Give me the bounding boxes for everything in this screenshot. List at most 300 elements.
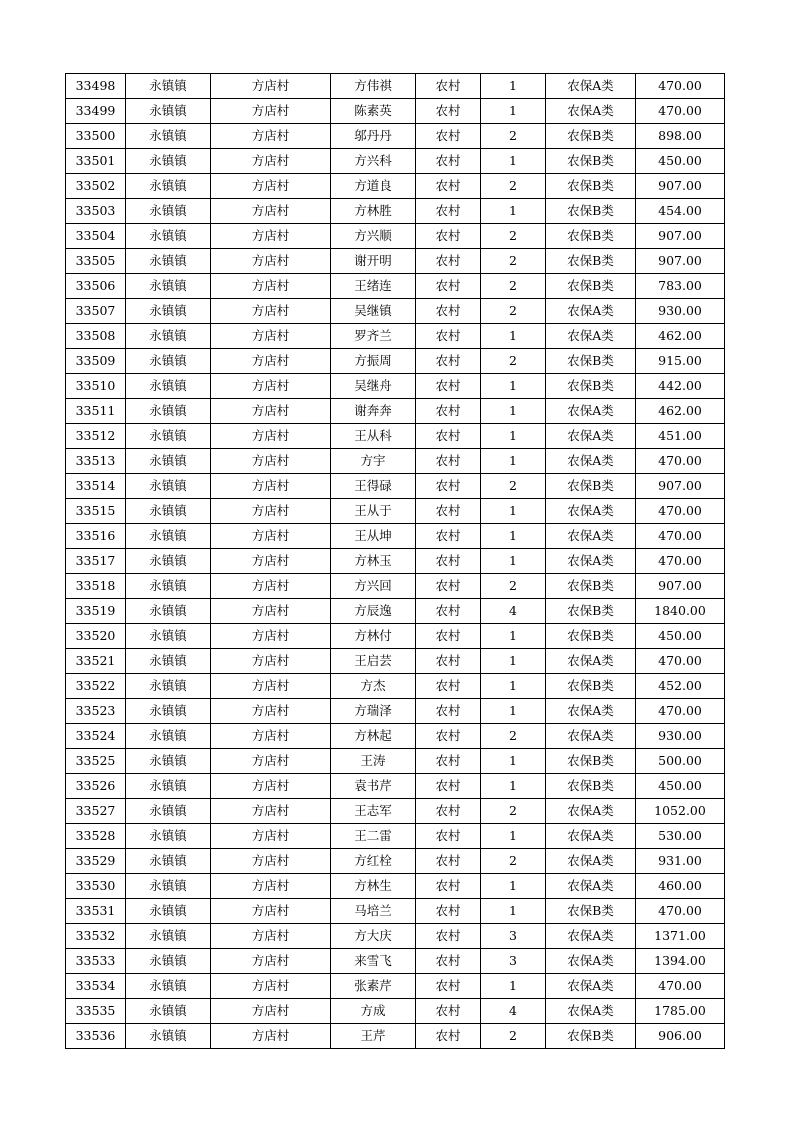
cell-village: 方店村 bbox=[211, 574, 331, 599]
table-row bbox=[66, 349, 725, 374]
cell-type: 农保B类 bbox=[546, 474, 636, 499]
cell-village: 方店村 bbox=[211, 849, 331, 874]
cell-id: 33511 bbox=[66, 399, 126, 424]
cell-id: 33528 bbox=[66, 824, 126, 849]
cell-name: 吴继镇 bbox=[331, 299, 416, 324]
cell-id: 33529 bbox=[66, 849, 126, 874]
cell-village: 方店村 bbox=[211, 449, 331, 474]
cell-town: 永镇镇 bbox=[126, 949, 211, 974]
cell-id: 33503 bbox=[66, 199, 126, 224]
cell-name: 马培兰 bbox=[331, 899, 416, 924]
cell-count: 1 bbox=[481, 99, 546, 124]
cell-village: 方店村 bbox=[211, 549, 331, 574]
cell-id: 33515 bbox=[66, 499, 126, 524]
cell-id: 33516 bbox=[66, 524, 126, 549]
cell-category: 农村 bbox=[416, 524, 481, 549]
cell-name: 来雪飞 bbox=[331, 949, 416, 974]
cell-name: 罗齐兰 bbox=[331, 324, 416, 349]
cell-type: 农保B类 bbox=[546, 899, 636, 924]
cell-name: 吴继舟 bbox=[331, 374, 416, 399]
cell-village: 方店村 bbox=[211, 624, 331, 649]
cell-id: 33520 bbox=[66, 624, 126, 649]
cell-category: 农村 bbox=[416, 1024, 481, 1049]
cell-amount: 1785.00 bbox=[636, 999, 725, 1024]
cell-town: 永镇镇 bbox=[126, 924, 211, 949]
table-row bbox=[66, 1024, 725, 1049]
table-row bbox=[66, 499, 725, 524]
cell-count: 1 bbox=[481, 874, 546, 899]
cell-type: 农保B类 bbox=[546, 174, 636, 199]
cell-id: 33524 bbox=[66, 724, 126, 749]
table-row bbox=[66, 649, 725, 674]
cell-name: 方兴回 bbox=[331, 574, 416, 599]
cell-amount: 470.00 bbox=[636, 549, 725, 574]
cell-type: 农保A类 bbox=[546, 724, 636, 749]
cell-count: 2 bbox=[481, 849, 546, 874]
cell-id: 33521 bbox=[66, 649, 126, 674]
cell-type: 农保A类 bbox=[546, 499, 636, 524]
cell-count: 1 bbox=[481, 449, 546, 474]
table-row bbox=[66, 874, 725, 899]
cell-id: 33525 bbox=[66, 749, 126, 774]
cell-id: 33518 bbox=[66, 574, 126, 599]
cell-name: 方林胜 bbox=[331, 199, 416, 224]
cell-id: 33535 bbox=[66, 999, 126, 1024]
cell-type: 农保B类 bbox=[546, 1024, 636, 1049]
cell-count: 2 bbox=[481, 474, 546, 499]
cell-name: 方辰逸 bbox=[331, 599, 416, 624]
beneficiary-table bbox=[65, 73, 725, 1049]
cell-village: 方店村 bbox=[211, 474, 331, 499]
cell-count: 1 bbox=[481, 74, 546, 99]
cell-town: 永镇镇 bbox=[126, 899, 211, 924]
cell-amount: 907.00 bbox=[636, 249, 725, 274]
cell-count: 2 bbox=[481, 349, 546, 374]
cell-type: 农保A类 bbox=[546, 549, 636, 574]
cell-type: 农保B类 bbox=[546, 674, 636, 699]
cell-amount: 907.00 bbox=[636, 474, 725, 499]
cell-id: 33534 bbox=[66, 974, 126, 999]
cell-name: 方林玉 bbox=[331, 549, 416, 574]
cell-type: 农保A类 bbox=[546, 299, 636, 324]
cell-category: 农村 bbox=[416, 599, 481, 624]
cell-town: 永镇镇 bbox=[126, 324, 211, 349]
cell-name: 方伟祺 bbox=[331, 74, 416, 99]
cell-type: 农保A类 bbox=[546, 99, 636, 124]
cell-category: 农村 bbox=[416, 324, 481, 349]
cell-village: 方店村 bbox=[211, 199, 331, 224]
cell-amount: 907.00 bbox=[636, 174, 725, 199]
cell-amount: 470.00 bbox=[636, 899, 725, 924]
cell-village: 方店村 bbox=[211, 749, 331, 774]
cell-count: 1 bbox=[481, 974, 546, 999]
cell-amount: 450.00 bbox=[636, 624, 725, 649]
cell-town: 永镇镇 bbox=[126, 574, 211, 599]
cell-count: 1 bbox=[481, 374, 546, 399]
cell-id: 33536 bbox=[66, 1024, 126, 1049]
cell-name: 方杰 bbox=[331, 674, 416, 699]
cell-name: 方宇 bbox=[331, 449, 416, 474]
cell-count: 2 bbox=[481, 574, 546, 599]
cell-count: 1 bbox=[481, 549, 546, 574]
cell-town: 永镇镇 bbox=[126, 774, 211, 799]
cell-id: 33514 bbox=[66, 474, 126, 499]
cell-count: 1 bbox=[481, 674, 546, 699]
cell-town: 永镇镇 bbox=[126, 174, 211, 199]
cell-village: 方店村 bbox=[211, 299, 331, 324]
table-row bbox=[66, 124, 725, 149]
cell-id: 33532 bbox=[66, 924, 126, 949]
cell-id: 33508 bbox=[66, 324, 126, 349]
cell-town: 永镇镇 bbox=[126, 74, 211, 99]
cell-town: 永镇镇 bbox=[126, 124, 211, 149]
cell-count: 1 bbox=[481, 749, 546, 774]
cell-town: 永镇镇 bbox=[126, 149, 211, 174]
table-row bbox=[66, 774, 725, 799]
cell-type: 农保B类 bbox=[546, 774, 636, 799]
cell-town: 永镇镇 bbox=[126, 224, 211, 249]
cell-id: 33522 bbox=[66, 674, 126, 699]
cell-name: 王从科 bbox=[331, 424, 416, 449]
cell-village: 方店村 bbox=[211, 324, 331, 349]
cell-category: 农村 bbox=[416, 874, 481, 899]
cell-count: 1 bbox=[481, 424, 546, 449]
cell-town: 永镇镇 bbox=[126, 874, 211, 899]
cell-category: 农村 bbox=[416, 624, 481, 649]
cell-name: 袁书芹 bbox=[331, 774, 416, 799]
table-row bbox=[66, 74, 725, 99]
table-body bbox=[66, 74, 725, 1049]
cell-town: 永镇镇 bbox=[126, 424, 211, 449]
cell-amount: 470.00 bbox=[636, 449, 725, 474]
table-row bbox=[66, 199, 725, 224]
cell-id: 33512 bbox=[66, 424, 126, 449]
cell-count: 1 bbox=[481, 899, 546, 924]
cell-village: 方店村 bbox=[211, 599, 331, 624]
cell-name: 方大庆 bbox=[331, 924, 416, 949]
table-row bbox=[66, 974, 725, 999]
cell-town: 永镇镇 bbox=[126, 474, 211, 499]
cell-amount: 1052.00 bbox=[636, 799, 725, 824]
cell-category: 农村 bbox=[416, 349, 481, 374]
cell-id: 33501 bbox=[66, 149, 126, 174]
cell-amount: 930.00 bbox=[636, 299, 725, 324]
cell-town: 永镇镇 bbox=[126, 549, 211, 574]
cell-amount: 907.00 bbox=[636, 224, 725, 249]
cell-type: 农保A类 bbox=[546, 424, 636, 449]
cell-type: 农保B类 bbox=[546, 349, 636, 374]
cell-village: 方店村 bbox=[211, 874, 331, 899]
cell-category: 农村 bbox=[416, 124, 481, 149]
cell-category: 农村 bbox=[416, 824, 481, 849]
cell-category: 农村 bbox=[416, 574, 481, 599]
cell-id: 33530 bbox=[66, 874, 126, 899]
cell-category: 农村 bbox=[416, 174, 481, 199]
cell-village: 方店村 bbox=[211, 774, 331, 799]
cell-type: 农保B类 bbox=[546, 624, 636, 649]
cell-village: 方店村 bbox=[211, 74, 331, 99]
cell-count: 1 bbox=[481, 149, 546, 174]
cell-amount: 460.00 bbox=[636, 874, 725, 899]
cell-id: 33498 bbox=[66, 74, 126, 99]
cell-count: 2 bbox=[481, 174, 546, 199]
cell-village: 方店村 bbox=[211, 149, 331, 174]
table-row bbox=[66, 799, 725, 824]
table-row bbox=[66, 449, 725, 474]
cell-name: 王从坤 bbox=[331, 524, 416, 549]
cell-name: 王涛 bbox=[331, 749, 416, 774]
cell-name: 王绪连 bbox=[331, 274, 416, 299]
table-row bbox=[66, 999, 725, 1024]
cell-count: 1 bbox=[481, 199, 546, 224]
cell-category: 农村 bbox=[416, 724, 481, 749]
cell-village: 方店村 bbox=[211, 524, 331, 549]
table-row bbox=[66, 699, 725, 724]
cell-amount: 470.00 bbox=[636, 974, 725, 999]
cell-category: 农村 bbox=[416, 424, 481, 449]
cell-type: 农保A类 bbox=[546, 849, 636, 874]
cell-type: 农保A类 bbox=[546, 649, 636, 674]
cell-town: 永镇镇 bbox=[126, 674, 211, 699]
cell-village: 方店村 bbox=[211, 674, 331, 699]
cell-village: 方店村 bbox=[211, 724, 331, 749]
cell-type: 农保A类 bbox=[546, 324, 636, 349]
cell-type: 农保B类 bbox=[546, 249, 636, 274]
cell-category: 农村 bbox=[416, 274, 481, 299]
cell-category: 农村 bbox=[416, 799, 481, 824]
cell-name: 王芹 bbox=[331, 1024, 416, 1049]
cell-name: 邬丹丹 bbox=[331, 124, 416, 149]
cell-amount: 1840.00 bbox=[636, 599, 725, 624]
table-row bbox=[66, 299, 725, 324]
cell-amount: 450.00 bbox=[636, 149, 725, 174]
cell-town: 永镇镇 bbox=[126, 624, 211, 649]
cell-category: 农村 bbox=[416, 399, 481, 424]
cell-amount: 470.00 bbox=[636, 74, 725, 99]
cell-type: 农保B类 bbox=[546, 149, 636, 174]
cell-category: 农村 bbox=[416, 299, 481, 324]
cell-category: 农村 bbox=[416, 149, 481, 174]
cell-town: 永镇镇 bbox=[126, 374, 211, 399]
cell-name: 方兴科 bbox=[331, 149, 416, 174]
cell-amount: 930.00 bbox=[636, 724, 725, 749]
cell-amount: 462.00 bbox=[636, 399, 725, 424]
cell-type: 农保A类 bbox=[546, 949, 636, 974]
cell-count: 1 bbox=[481, 524, 546, 549]
cell-town: 永镇镇 bbox=[126, 299, 211, 324]
cell-count: 1 bbox=[481, 399, 546, 424]
cell-town: 永镇镇 bbox=[126, 349, 211, 374]
cell-village: 方店村 bbox=[211, 499, 331, 524]
cell-category: 农村 bbox=[416, 949, 481, 974]
cell-amount: 915.00 bbox=[636, 349, 725, 374]
cell-amount: 783.00 bbox=[636, 274, 725, 299]
cell-type: 农保A类 bbox=[546, 924, 636, 949]
cell-name: 方林起 bbox=[331, 724, 416, 749]
cell-category: 农村 bbox=[416, 974, 481, 999]
cell-name: 方道良 bbox=[331, 174, 416, 199]
cell-amount: 454.00 bbox=[636, 199, 725, 224]
cell-count: 1 bbox=[481, 649, 546, 674]
cell-name: 方林付 bbox=[331, 624, 416, 649]
cell-village: 方店村 bbox=[211, 899, 331, 924]
cell-count: 1 bbox=[481, 624, 546, 649]
cell-count: 4 bbox=[481, 599, 546, 624]
cell-type: 农保A类 bbox=[546, 524, 636, 549]
cell-town: 永镇镇 bbox=[126, 524, 211, 549]
cell-village: 方店村 bbox=[211, 224, 331, 249]
cell-type: 农保A类 bbox=[546, 974, 636, 999]
cell-amount: 470.00 bbox=[636, 699, 725, 724]
cell-town: 永镇镇 bbox=[126, 249, 211, 274]
cell-category: 农村 bbox=[416, 499, 481, 524]
cell-name: 王得碌 bbox=[331, 474, 416, 499]
cell-name: 方林生 bbox=[331, 874, 416, 899]
table-row bbox=[66, 324, 725, 349]
cell-village: 方店村 bbox=[211, 174, 331, 199]
table-row bbox=[66, 549, 725, 574]
cell-category: 农村 bbox=[416, 99, 481, 124]
cell-category: 农村 bbox=[416, 699, 481, 724]
cell-amount: 470.00 bbox=[636, 524, 725, 549]
cell-name: 王从于 bbox=[331, 499, 416, 524]
cell-category: 农村 bbox=[416, 924, 481, 949]
table-row bbox=[66, 724, 725, 749]
cell-amount: 530.00 bbox=[636, 824, 725, 849]
cell-amount: 906.00 bbox=[636, 1024, 725, 1049]
table-row bbox=[66, 374, 725, 399]
cell-town: 永镇镇 bbox=[126, 649, 211, 674]
cell-village: 方店村 bbox=[211, 399, 331, 424]
cell-village: 方店村 bbox=[211, 424, 331, 449]
table-row bbox=[66, 249, 725, 274]
table-row bbox=[66, 824, 725, 849]
cell-town: 永镇镇 bbox=[126, 199, 211, 224]
cell-amount: 442.00 bbox=[636, 374, 725, 399]
cell-type: 农保B类 bbox=[546, 199, 636, 224]
cell-village: 方店村 bbox=[211, 799, 331, 824]
table-row bbox=[66, 224, 725, 249]
cell-id: 33526 bbox=[66, 774, 126, 799]
cell-id: 33527 bbox=[66, 799, 126, 824]
cell-type: 农保B类 bbox=[546, 749, 636, 774]
cell-category: 农村 bbox=[416, 999, 481, 1024]
cell-type: 农保A类 bbox=[546, 999, 636, 1024]
cell-type: 农保B类 bbox=[546, 274, 636, 299]
cell-type: 农保A类 bbox=[546, 699, 636, 724]
cell-village: 方店村 bbox=[211, 924, 331, 949]
cell-id: 33531 bbox=[66, 899, 126, 924]
cell-name: 方兴顺 bbox=[331, 224, 416, 249]
cell-name: 谢奔奔 bbox=[331, 399, 416, 424]
cell-category: 农村 bbox=[416, 899, 481, 924]
cell-id: 33510 bbox=[66, 374, 126, 399]
cell-id: 33506 bbox=[66, 274, 126, 299]
cell-village: 方店村 bbox=[211, 349, 331, 374]
cell-amount: 470.00 bbox=[636, 499, 725, 524]
table-row bbox=[66, 474, 725, 499]
cell-count: 4 bbox=[481, 999, 546, 1024]
cell-category: 农村 bbox=[416, 224, 481, 249]
table-row bbox=[66, 674, 725, 699]
cell-name: 方成 bbox=[331, 999, 416, 1024]
cell-town: 永镇镇 bbox=[126, 799, 211, 824]
cell-village: 方店村 bbox=[211, 699, 331, 724]
cell-village: 方店村 bbox=[211, 249, 331, 274]
cell-type: 农保B类 bbox=[546, 599, 636, 624]
cell-amount: 470.00 bbox=[636, 649, 725, 674]
cell-count: 1 bbox=[481, 324, 546, 349]
table-row bbox=[66, 399, 725, 424]
cell-town: 永镇镇 bbox=[126, 449, 211, 474]
cell-name: 王二雷 bbox=[331, 824, 416, 849]
cell-category: 农村 bbox=[416, 749, 481, 774]
table-row bbox=[66, 599, 725, 624]
cell-category: 农村 bbox=[416, 549, 481, 574]
cell-count: 2 bbox=[481, 724, 546, 749]
cell-count: 2 bbox=[481, 799, 546, 824]
cell-village: 方店村 bbox=[211, 974, 331, 999]
cell-type: 农保B类 bbox=[546, 124, 636, 149]
cell-town: 永镇镇 bbox=[126, 499, 211, 524]
cell-category: 农村 bbox=[416, 649, 481, 674]
cell-village: 方店村 bbox=[211, 124, 331, 149]
cell-count: 2 bbox=[481, 274, 546, 299]
cell-id: 33513 bbox=[66, 449, 126, 474]
table-row bbox=[66, 749, 725, 774]
table-row bbox=[66, 524, 725, 549]
cell-village: 方店村 bbox=[211, 949, 331, 974]
cell-town: 永镇镇 bbox=[126, 699, 211, 724]
cell-category: 农村 bbox=[416, 849, 481, 874]
cell-village: 方店村 bbox=[211, 1024, 331, 1049]
cell-id: 33533 bbox=[66, 949, 126, 974]
cell-town: 永镇镇 bbox=[126, 824, 211, 849]
cell-count: 1 bbox=[481, 824, 546, 849]
cell-category: 农村 bbox=[416, 774, 481, 799]
cell-count: 3 bbox=[481, 924, 546, 949]
cell-count: 1 bbox=[481, 699, 546, 724]
cell-town: 永镇镇 bbox=[126, 1024, 211, 1049]
cell-type: 农保A类 bbox=[546, 799, 636, 824]
cell-category: 农村 bbox=[416, 449, 481, 474]
table-row bbox=[66, 99, 725, 124]
cell-village: 方店村 bbox=[211, 824, 331, 849]
table-row bbox=[66, 899, 725, 924]
cell-village: 方店村 bbox=[211, 374, 331, 399]
cell-town: 永镇镇 bbox=[126, 599, 211, 624]
cell-name: 陈素英 bbox=[331, 99, 416, 124]
cell-amount: 462.00 bbox=[636, 324, 725, 349]
cell-count: 1 bbox=[481, 774, 546, 799]
cell-type: 农保A类 bbox=[546, 449, 636, 474]
cell-id: 33517 bbox=[66, 549, 126, 574]
cell-type: 农保B类 bbox=[546, 224, 636, 249]
cell-village: 方店村 bbox=[211, 99, 331, 124]
cell-count: 2 bbox=[481, 299, 546, 324]
cell-town: 永镇镇 bbox=[126, 724, 211, 749]
table-row bbox=[66, 174, 725, 199]
cell-amount: 931.00 bbox=[636, 849, 725, 874]
cell-type: 农保A类 bbox=[546, 74, 636, 99]
cell-type: 农保A类 bbox=[546, 824, 636, 849]
cell-village: 方店村 bbox=[211, 649, 331, 674]
cell-amount: 470.00 bbox=[636, 99, 725, 124]
cell-name: 方振周 bbox=[331, 349, 416, 374]
cell-town: 永镇镇 bbox=[126, 99, 211, 124]
cell-category: 农村 bbox=[416, 674, 481, 699]
cell-amount: 1394.00 bbox=[636, 949, 725, 974]
